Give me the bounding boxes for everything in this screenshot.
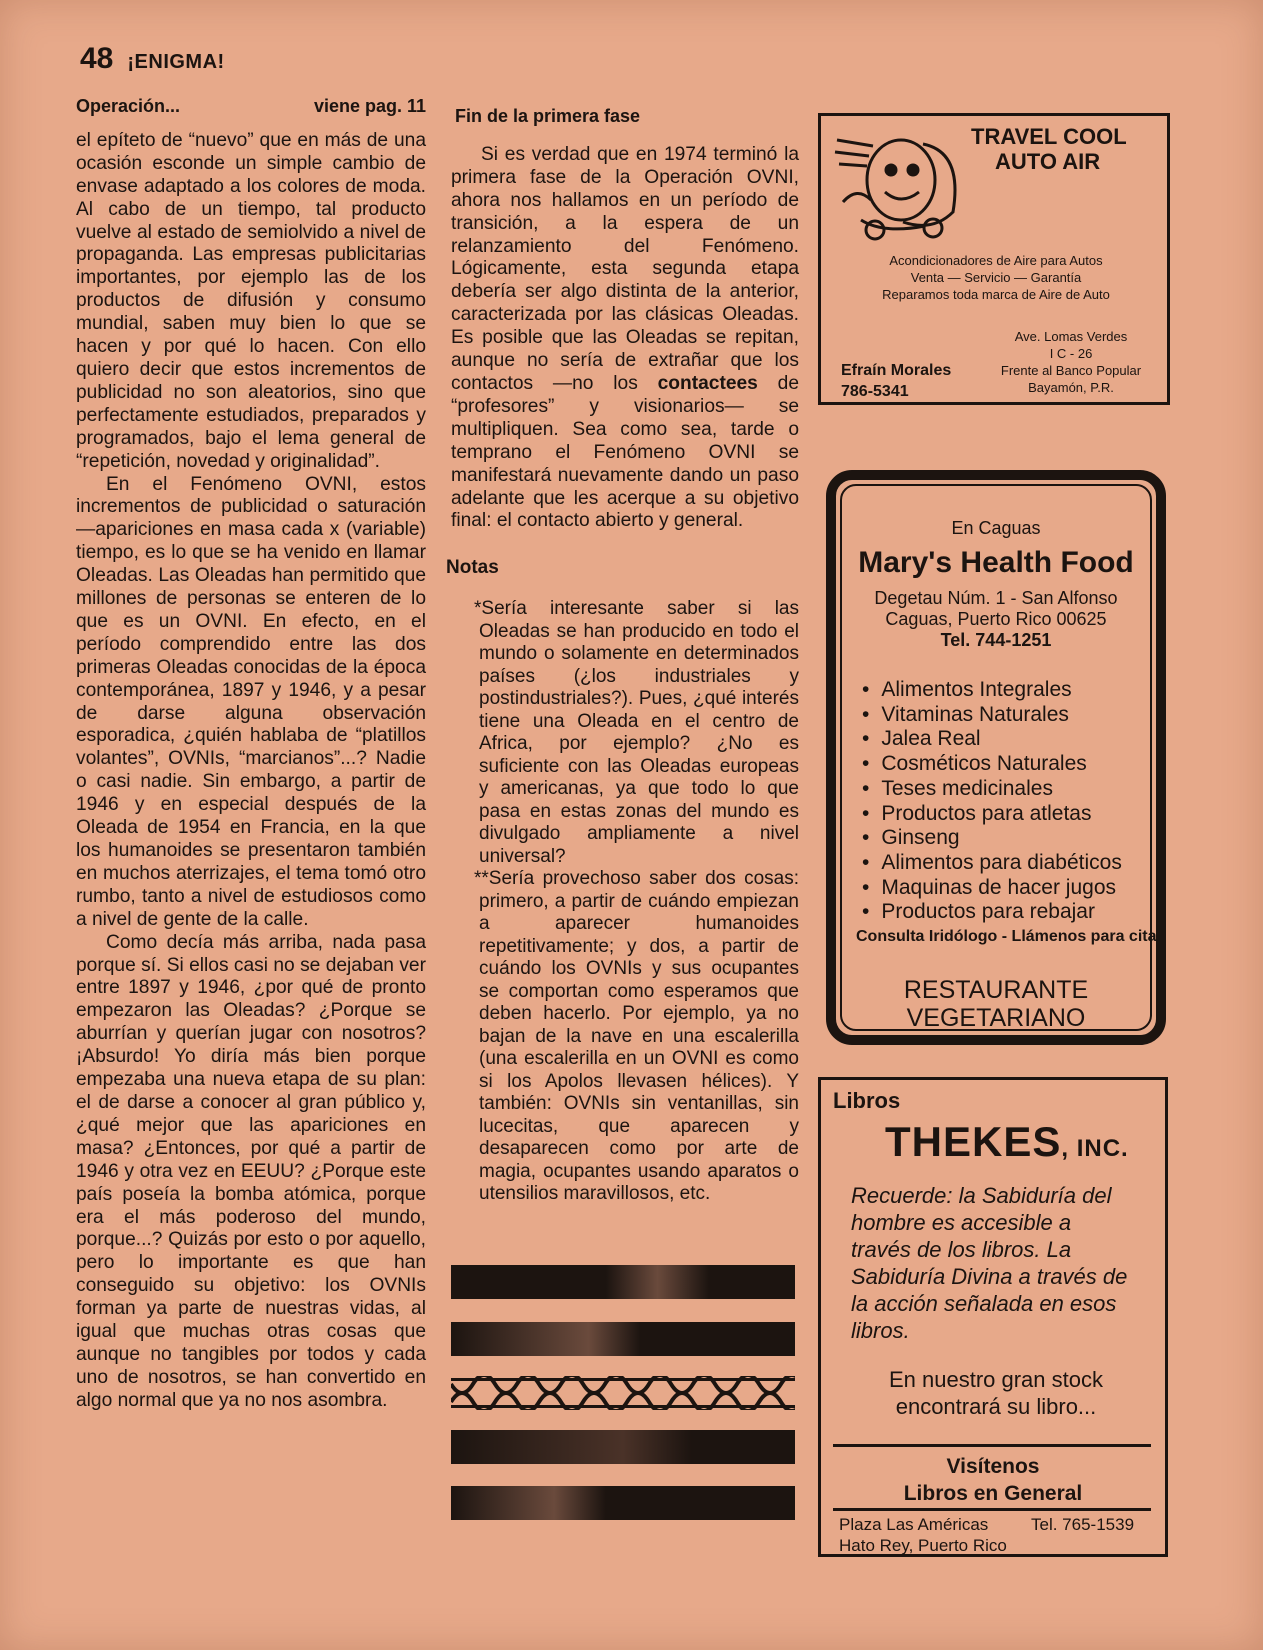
- article-column-2: [446, 105, 799, 1206]
- paragraph: [451, 144, 799, 533]
- ad-phone: Tel. 744-1251: [940, 630, 1052, 650]
- page-header: [80, 42, 225, 76]
- paragraph: En el Fenómeno OVNI, estos incrementos de publicidad o saturación —apariciones en masa cada x (variable) tiempo, es lo que se ha venido en llamar Oleadas. Las Oleadas han permitido que millones de personas se enteren de lo que es un OVNI. En efecto, en el período comprendido entre las dos primeras Oleadas conocidas de la época contemporánea, 1897 y 1946, y a pesar de darse alguna observación esporadica, ¿quién hablaba de “platillos volantes”, OVNIs, “marcianos”...? Nadie o casi nadie. Sin embargo, a partir de 1946 y en especial después de la Oleada de 1954 en Francia, en la que los humanoides se presentaron también en muchos aterrizajes, el tema tomó otro rumbo, tanto a nivel de estudiosos como a nivel de gente de la calle.: [76, 473, 426, 930]
- ad-title-line: TRAVEL COOL: [971, 124, 1127, 149]
- footnote-text: Sería interesante saber si las Oleadas se han producido en todo el mundo o solamente en determinados países (¿los industriales y postindustriales?). Pues, ¿qué interés tiene una Oleada en el centro de Africa, por ejemplo? ¿No es suficiente con las Oleadas europeas y americanas, ya que todo lo que pasa en estas zonas del mundo es divulgado ampliamente a nivel universal?: [479, 598, 799, 867]
- ad-services: [831, 252, 1161, 303]
- footnote-text: Sería provechoso saber dos cosas: primero, a partir de cuándo empiezan a aparecer humanoides repetitivamente; y dos, a partir de cuándo los OVNIs y sus ocupantes se comportan como esperamos que deben hacerlo. Por ejemplo, ya no bajan de la nave en una escalerilla (una escalerilla en un OVNI es como si los Apolos llevasen hélices). Y también: OVNIs sin ventanillas, sin lucecitas, que aparecen y desaparecen como por arte de magia, ocupantes usando aparatos o utensilios maravillosos, etc.: [479, 868, 799, 1205]
- continued-from: viene pag. 11: [313, 96, 426, 116]
- ad-consult: Consulta Iridólogo - Llámenos para cita: [856, 928, 1157, 945]
- bold-term: contactees: [657, 372, 758, 394]
- article-column-1: [76, 95, 426, 1413]
- subheading: Fin de la primera fase: [455, 106, 641, 126]
- address-line: Frente al Banco Popular: [1000, 363, 1142, 378]
- paragraph-part: Si es verdad que en 1974 terminó la primera fase de la Operación OVNI, ahora nos hallamos en un período de transición, a la espera de un relanzamiento del Fenómeno. Lógicamente, esta segunda etapa debería ser algo distinta de la anterior, caracterizada por las clásicas Oleadas. Es posible que las Oleadas se repitan, aunque no sería de extrañar que los contactos —no los: [451, 143, 799, 394]
- contact-phone: 786-5341: [841, 383, 909, 400]
- ad-address: [842, 588, 1150, 651]
- paragraph-part: de “profesores” y visionarios— se multipliquen. Sea como sea, tarde o temprano el Fenómeno OVNI se manifestará nuevamente dando un paso adelante que les acerque a su objetivo final: el contacto abierto y general.: [451, 372, 799, 532]
- magazine-title: ¡ENIGMA!: [127, 51, 225, 73]
- ad-quote: Recuerde: la Sabiduría del hombre es accesible a través de los libros. La Sabiduría Divina a través de la acción señalada en esos libros.: [851, 1183, 1128, 1343]
- decorative-gradient-strip: [451, 1486, 795, 1520]
- ad-title: [885, 1118, 1129, 1166]
- travel-cool-ad: [818, 113, 1170, 405]
- ad-address: [981, 328, 1161, 396]
- notes-heading: Notas: [446, 557, 499, 579]
- divider: [833, 1444, 1151, 1447]
- address-line: Degetau Núm. 1 - San Alfonso: [874, 588, 1118, 608]
- ad-visit: [821, 1453, 1165, 1507]
- divider: [833, 1508, 1151, 1511]
- ad-stock-text: En nuestro gran stock encontrará su libro...: [888, 1367, 1103, 1419]
- restaurant-line: RESTAURANTE: [903, 976, 1089, 1004]
- thekes-bookstore-ad: [818, 1077, 1168, 1557]
- footnote-mark: **: [474, 868, 489, 890]
- decorative-gradient-strip: [451, 1265, 795, 1299]
- cartoon-sun-face-icon: [833, 122, 963, 242]
- list-item: • Alimentos Integrales: [862, 678, 1122, 703]
- address-line: Ave. Lomas Verdes: [1014, 329, 1128, 344]
- visit-line: Libros en General: [903, 1482, 1083, 1505]
- marys-health-food-ad: [826, 470, 1166, 1045]
- ad-phone: Tel. 765-1539: [1031, 1515, 1135, 1534]
- address-line: Plaza Las Américas: [839, 1515, 989, 1534]
- ad-address: [839, 1514, 1007, 1556]
- address-line: Hato Rey, Puerto Rico: [839, 1536, 1007, 1555]
- ad-contact: [841, 360, 951, 402]
- list-item: • Jalea Real: [862, 727, 1122, 752]
- ad-line: Reparamos toda marca de Aire de Auto: [882, 287, 1110, 302]
- ad-line: Venta — Servicio — Garantía: [910, 270, 1082, 285]
- visit-line: Visítenos: [946, 1455, 1040, 1478]
- address-line: Bayamón, P.R.: [1028, 380, 1114, 395]
- brand-name: THEKES: [885, 1118, 1062, 1165]
- list-item: • Teses medicinales: [862, 777, 1122, 802]
- footnote: [451, 598, 799, 868]
- ad-restaurant: [842, 976, 1150, 1032]
- list-item: • Cosméticos Naturales: [862, 752, 1122, 777]
- ad-title: [971, 124, 1127, 174]
- decorative-gradient-strip: [451, 1430, 795, 1464]
- list-item: • Productos para rebajar: [862, 900, 1122, 925]
- address-line: I C - 26: [1049, 346, 1093, 361]
- decorative-gradient-strip: [451, 1322, 795, 1356]
- restaurant-line: VEGETARIANO: [906, 1004, 1086, 1032]
- list-item: • Ginseng: [862, 826, 1122, 851]
- footnote-mark: *: [474, 598, 482, 620]
- ad-location: En Caguas: [951, 518, 1041, 538]
- list-item: • Maquinas de hacer jugos: [862, 876, 1122, 901]
- address-line: Caguas, Puerto Rico 00625: [885, 609, 1107, 629]
- list-item: • Vitaminas Naturales: [862, 703, 1122, 728]
- product-list: [862, 678, 1122, 925]
- brand-suffix: , INC.: [1061, 1135, 1129, 1162]
- ad-title-line: AUTO AIR: [995, 149, 1101, 174]
- decorative-braid-strip: [451, 1376, 795, 1410]
- ad-inner-frame: [840, 484, 1157, 1032]
- paragraph: el epíteto de “nuevo” que en más de una ocasión esconde un simple cambio de envase adaptado a los colores de moda. Al cabo de un tiempo, tal producto vuelve al estado de semiolvido a nivel de propaganda. Las empresas publicitarias importantes, por ejemplo las de los productos de difusión y consumo mundial, saben muy bien lo que se hacen y por qué lo hacen. Con ello quiero decir que estos incrementos de publicidad no son aleatorios, sino que perfectamente estudiados, preparados y programados, bajo el lema general de “repetición, novedad y originalidad”.: [76, 129, 426, 472]
- list-item: • Alimentos para diabéticos: [862, 851, 1122, 876]
- list-item: • Productos para atletas: [862, 802, 1122, 827]
- contact-name: Efraín Morales: [841, 362, 952, 379]
- page-number: 48: [80, 42, 114, 75]
- paragraph: Como decía más arriba, nada pasa porque sí. Si ellos casi no se dejaban ver entre 1897 y 1946, ¿por qué de pronto empezaron las Oleadas? ¿Porque se aburrían y querían jugar con nosotros? ¡Absurdo! Yo diría más bien porque empezaba una nueva etapa de su plan: el de darse a conocer al gran público y, ¿qué mejor que las apariciones en masa? ¿Entonces, por qué a partir de 1946 y otra vez en EEUU? ¿Porque este país poseía la bomba atómica, porque era el más poderoso del mundo, porque...? Quizás por esto o por aquello, pero lo importante es que han conseguido su objetivo: los OVNIs forman ya parte de nuestras vidas, al igual que muchas otras cosas que aunque no tangibles por todos y cada uno de nosotros, se han convertido en algo normal que ya no nos asombra.: [76, 931, 426, 1411]
- continuation-header: [76, 95, 426, 118]
- ad-category: Libros: [833, 1088, 901, 1113]
- footnote: [451, 868, 799, 1206]
- section-title: Operación...: [76, 96, 181, 116]
- ad-line: Acondicionadores de Aire para Autos: [889, 253, 1103, 268]
- ad-title: Mary's Health Food: [858, 546, 1134, 579]
